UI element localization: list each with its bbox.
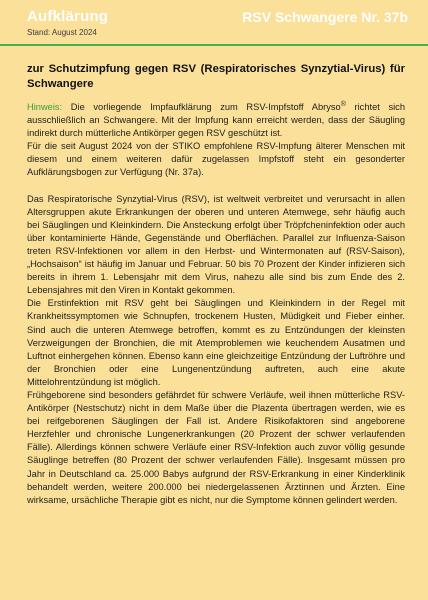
header-divider [0,44,428,46]
hint-paragraph [27,101,405,140]
hint-label: Hinweis: [27,102,63,112]
hint-text-before: Die vorliegende Impfaufklärung zum RSV-Impfstoff Abryso [62,102,341,112]
document-id: RSV Schwangere Nr. 37b [242,9,408,25]
header-bar [0,0,428,46]
category-label: Aufklärung [27,8,109,25]
stand-date: Stand: August 2024 [27,28,97,37]
paragraph-first-infection: Die Erstinfektion mit RSV geht bei Säuglingen und Kleinkindern in der Regel mit Krankheitssymptomen wie Schnupfen, trockenem Husten, Müdigkeit und Fieber einher. Sind auch die unteren Atemwege betroffen, kommt es zu Entzündungen der kleinsten Verzweigungen der Bronchien, die mit Atemproblemen wie keuchendem Ausatmen und Luftnot einhergehen können. Ebenso kann eine gleichzeitige Entzündung der Luftröhre und der Bronchien oder eine Lungenentzündung auftreten, auch eine akute Mittelohrentzündung ist möglich. [27,298,405,387]
paragraph-gap [27,180,405,193]
paragraph-risk-groups: Frühgeborene sind besonders gefährdet für schwere Verläufe, weil ihnen mütterliche RSV-Antikörper (Nestschutz) nicht in dem Maße über die Plazenta übertragen werden, wie es bei reifgeborenen Säuglingen der Fall ist. Andere Risikofaktoren sind angeborene Herzfehler und chronische Lungenerkrankungen (20 Prozent der schwer verlaufenden Fälle). Allerdings können schwere Verläufe einer RSV-Infektion auch zuvor völlig gesunde Säuglinge betreffen (80 Prozent der schwer verlaufenden Fälle). Insgesamt müssen pro Jahr in Deutschland ca. 25.000 Babys aufgrund der RSV-Erkrankung in einer Kinderklinik behandelt werden, weitere 200.000 bei niedergelassenen Ärztinnen und Ärzten. Eine wirksame, ursächliche Therapie gibt es nicht, nur die Symptome können gelindert werden. [27,389,405,505]
registered-mark: ® [340,100,346,108]
hint-note: Für die seit August 2024 von der STIKO empfohlene RSV-Impfung älterer Menschen mit diesem und einem weiteren dafür zugelassen Impfstoff steht ein gesonderter Aufklärungsbogen zur Verfügung (Nr. 37a). [27,141,405,178]
document-title: zur Schutzimpfung gegen RSV (Respiratorisches Synzytial-Virus) für Schwangere [27,63,405,90]
hint-text-after: richtet sich ausschließlich an Schwangere. Mit der Impfung kann erreicht werden, dass der Säugling indirekt durch mütterliche Antikörper gegen RSV geschützt ist. [27,102,405,139]
document-body [27,62,405,507]
paragraph-rsv-overview: Das Respiratorische Synzytial-Virus (RSV), ist weltweit verbreitet und verursacht in allen Altersgruppen akute Erkrankungen der oberen und unteren Atemwege, sehr häufig auch bei Säuglingen und Kleinkindern. Die Ansteckung erfolgt über Tröpfcheninfektion oder auch über kontaminierte Hände, Gegenstände und Oberflächen. Parallel zur Influenza-Saison treten RSV-Infektionen vor allem in den Herbst- und Wintermonaten auf (RSV-Saison), „Hochsaison“ ist häufig im Januar und Februar. 50 bis 70 Prozent der Kinder infizieren sich bereits in ihrem 1. Lebensjahr mit dem Virus, nahezu alle sind bis zum Ende des 2. Lebensjahres mit den Viren in Kontakt gekommen. [27,193,405,296]
